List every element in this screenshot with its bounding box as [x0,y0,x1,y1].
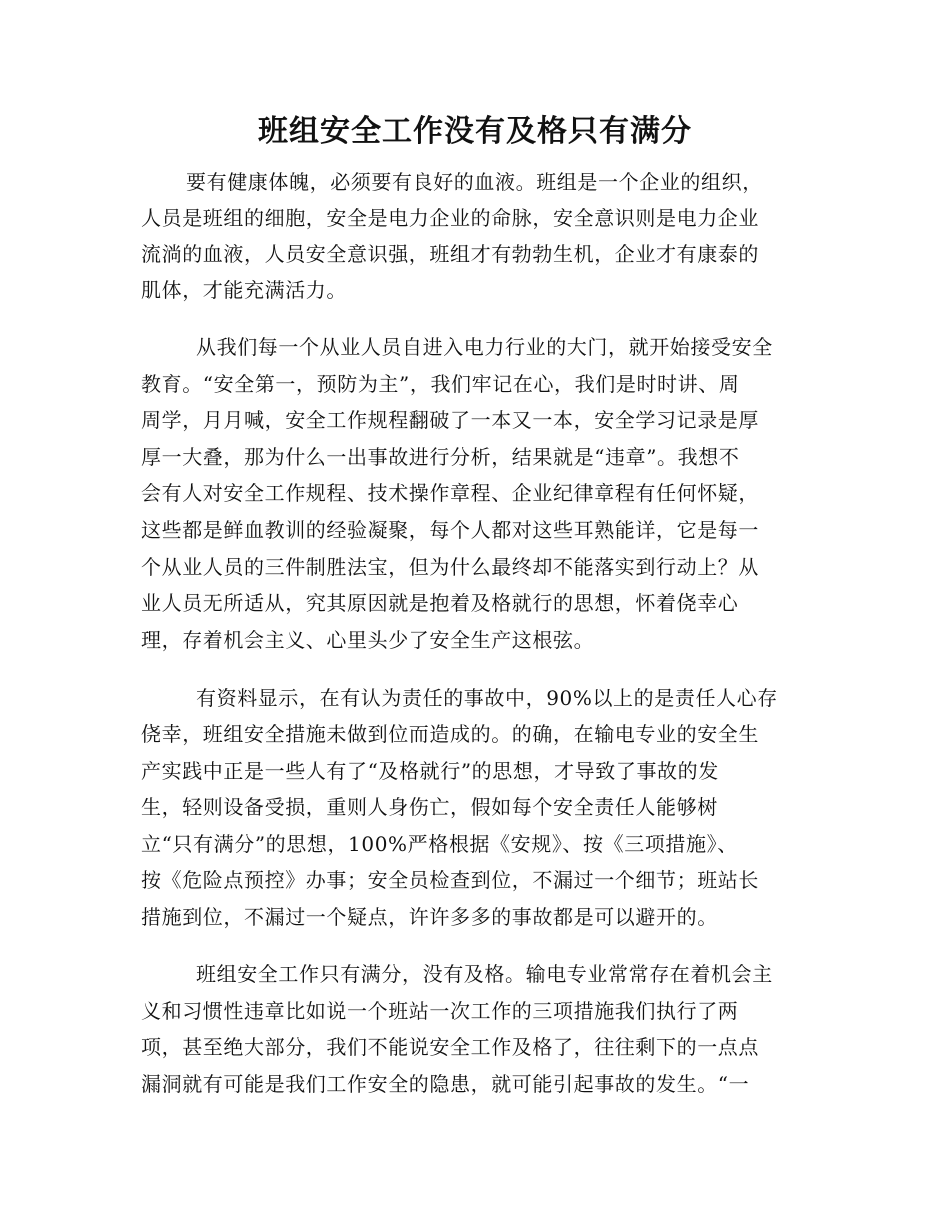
paragraph-1-line-2: 人员是班组的细胞，安全是电力企业的命脉，安全意识则是电力企业 [141,206,759,230]
paragraph-2-line-8: 业人员无所适从，究其原因就是抱着及格就行的思想，怀着侥幸心 [141,591,739,615]
paragraph-1-line-4: 肌体，才能充满活力。 [141,278,347,302]
paragraph-4-line-2: 义和习惯性违章比如说一个班站一次工作的三项措施我们执行了两 [141,999,739,1023]
paragraph-1-line-3: 流淌的血液，人员安全意识强，班组才有勃勃生机，企业才有康泰的 [141,242,759,266]
document-title: 班组安全工作没有及格只有满分 [258,114,692,149]
paragraph-2-line-9: 理，存着机会主义、心里头少了安全生产这根弦。 [141,628,595,652]
paragraph-4-line-4: 漏洞就有可能是我们工作安全的隐患，就可能引起事故的发生。“一 [141,1072,750,1096]
paragraph-4-line-3: 项，甚至绝大部分，我们不能说安全工作及格了，往往剩下的一点点 [141,1035,759,1059]
paragraph-2-line-2: 教育。“安全第一，预防为主”，我们牢记在心，我们是时时讲、周 [141,372,740,396]
paragraph-4-line-1: 班组安全工作只有满分，没有及格。输电专业常常存在着机会主 [196,962,773,986]
paragraph-2-line-4: 厚一大叠，那为什么一出事故进行分析，结果就是“违章”。我想不 [141,445,740,469]
paragraph-3-line-3: 产实践中正是一些人有了“及格就行”的思想，才导致了事故的发 [141,759,719,783]
paragraph-2-line-1: 从我们每一个从业人员自进入电力行业的大门，就开始接受安全 [196,335,773,359]
paragraph-3-line-2: 侥幸，班组安全措施未做到位而造成的。的确，在输电专业的安全生 [141,722,759,746]
paragraph-3-line-1: 有资料显示，在有认为责任的事故中，90%以上的是责任人心存 [196,686,778,710]
paragraph-2-line-5: 会有人对安全工作规程、技术操作章程、企业纪律章程有任何怀疑， [141,481,759,505]
paragraph-1-line-1: 要有健康体魄，必须要有良好的血液。班组是一个企业的组织， [186,170,763,194]
paragraph-3-line-4: 生，轻则设备受损，重则人身伤亡，假如每个安全责任人能够树 [141,795,718,819]
paragraph-3-line-6: 按《危险点预控》办事；安全员检查到位，不漏过一个细节；班站长 [141,868,759,892]
paragraph-3-line-7: 措施到位，不漏过一个疑点，许许多多的事故都是可以避开的。 [141,905,718,929]
paragraph-2-line-7: 个从业人员的三件制胜法宝，但为什么最终却不能落实到行动上？从 [141,555,759,579]
paragraph-2-line-3: 周学，月月喊，安全工作规程翻破了一本又一本，安全学习记录是厚 [141,408,759,432]
paragraph-2-line-6: 这些都是鲜血教训的经验凝聚，每个人都对这些耳熟能详，它是每一 [141,518,759,542]
paragraph-3-line-5: 立“只有满分”的思想，100%严格根据《安规》、按《三项措施》、 [141,832,738,856]
